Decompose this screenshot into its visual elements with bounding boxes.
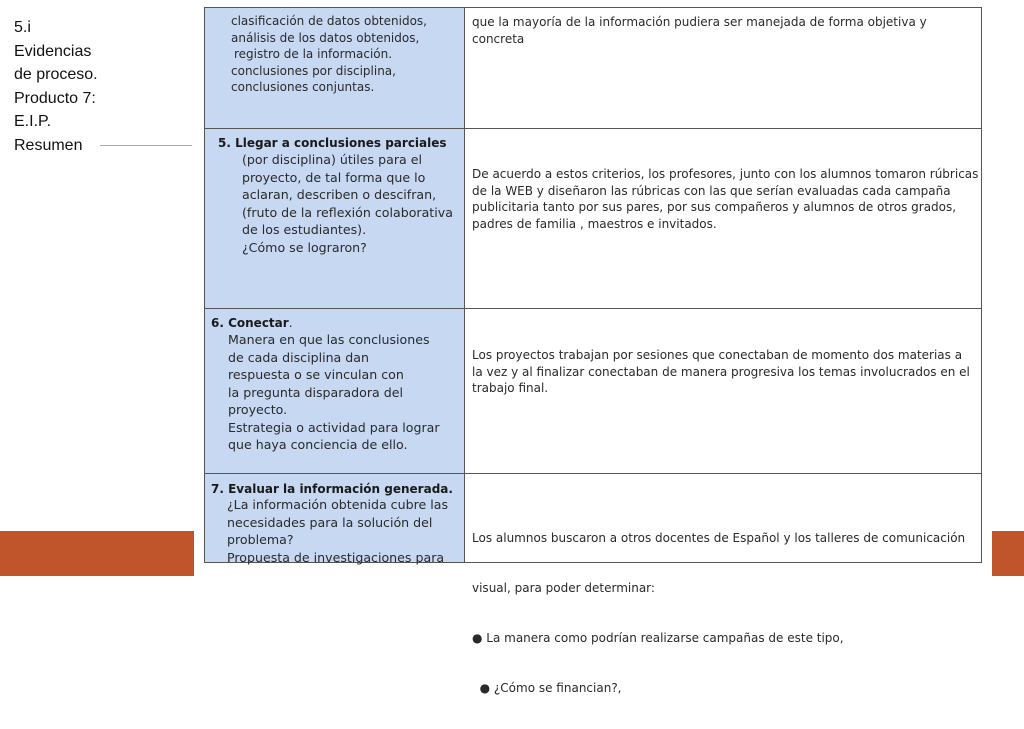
table-row xyxy=(205,309,981,474)
table-row xyxy=(205,8,981,129)
table-cell-criteria xyxy=(205,8,465,128)
cell-text: Manera en que las conclusiones de cada disciplina dan respuesta o se vinculan con la pregunta disparadora del proyecto. Estrategia o actividad para lograr que haya conciencia de ello. xyxy=(228,332,440,452)
table-cell-criteria xyxy=(205,474,465,565)
slide-title-line: 5.i xyxy=(14,19,31,36)
table-row xyxy=(205,129,981,309)
cell-text: que la mayoría de la información pudiera ser manejada de forma objetiva y concreta xyxy=(472,15,927,46)
slide-title-line: de proceso. xyxy=(14,66,98,83)
slide-title-line: Producto 7: xyxy=(14,89,96,107)
table-cell-response xyxy=(466,309,981,473)
table-row xyxy=(205,474,981,695)
title-divider xyxy=(100,145,192,146)
accent-bar-right xyxy=(992,531,1024,576)
table-cell-response xyxy=(466,8,981,128)
cell-text: Los proyectos trabajan por sesiones que conectaban de momento dos materias a la vez y al finalizar conectaban de manera progresiva los temas involucrados en el trabajo final. xyxy=(472,348,970,396)
cell-text: clasificación de datos obtenidos, análisis de los datos obtenidos, registro de la información. conclusiones por disciplina, conclusiones conjuntas. xyxy=(231,14,427,95)
table-cell-criteria xyxy=(205,309,465,473)
table-cell-criteria xyxy=(205,129,465,308)
cell-text: (por disciplina) útiles para el proyecto, de tal forma que lo aclaran, describen o descifran, (fruto de la reflexión colaborativa de los estudiantes). ¿Cómo se lograron? xyxy=(242,152,453,255)
row-heading: 6. Conectar xyxy=(211,316,289,330)
slide-title xyxy=(14,16,124,157)
accent-bar-left xyxy=(0,531,194,576)
slide-title-line: Evidencias xyxy=(14,42,92,60)
row-heading-wrap xyxy=(211,315,293,332)
row-heading-suffix: . xyxy=(288,316,293,330)
table-cell-response xyxy=(466,129,981,308)
row-heading: 7. Evaluar la información generada. xyxy=(211,482,453,496)
cell-text: Los alumnos buscaron a otros docentes de Español y los talleres de comunicación visual, para poder determinar: ● La manera como podrían realizarse campañas de este tipo, ● ¿Cómo se financian?, xyxy=(472,531,966,695)
slide-title-line: Resumen xyxy=(14,136,83,154)
evidence-table xyxy=(204,7,982,695)
row-heading: 5. Llegar a conclusiones parciales xyxy=(218,136,447,150)
slide-title-line: E.I.P. xyxy=(14,113,52,130)
table-cell-response xyxy=(466,474,981,695)
cell-text: De acuerdo a estos criterios, los profesores, junto con los alumnos tomaron rúbricas de la WEB y diseñaron las rúbricas con las que serían evaluadas cada campaña publicitaria tanto por sus pares, por sus compañeros y alumnos de otros grados, padres de familia , maestros e invitados. xyxy=(472,167,979,231)
cell-text: ¿La información obtenida cubre las necesidades para la solución del problema? Propuesta de investigaciones para xyxy=(227,497,449,565)
